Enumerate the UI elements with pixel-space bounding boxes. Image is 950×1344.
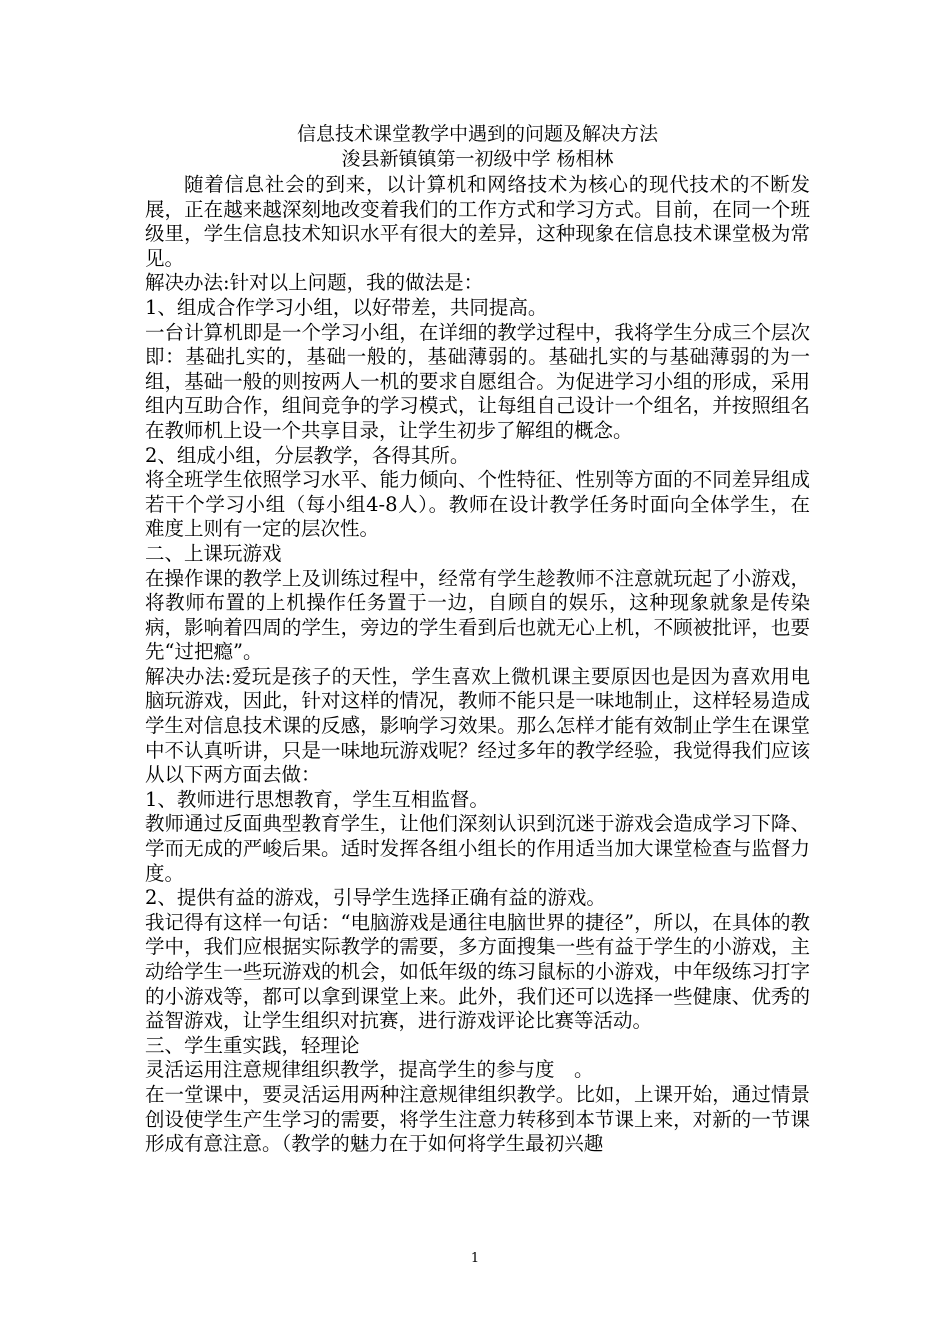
heading-item-1-groups: 1、组成合作学习小组，以好带差，共同提高。	[145, 295, 548, 319]
heading-attention: 灵活运用注意规律组织教学，提高学生的参与度 。	[145, 1058, 594, 1082]
heading-item-2-layered: 2、组成小组，分层教学，各得其所。	[145, 443, 470, 467]
page-number: 1	[470, 1251, 480, 1266]
paragraph-groups: 一台计算机即是一个学习小组，在详细的教学过程中，我将学生分成三个层次即：基础扎实的，基础一般的，基础薄弱的。基础扎实的与基础薄弱的为一组，基础一般的则按两人一机的要求自愿组合。为促进学习小组的形成，采用组内互助合作，组间竞争的学习模式，让每组自己设计一个组名，并按照组名在教师机上设一个共享目录，让学生初步了解组的概念。	[145, 320, 810, 442]
heading-item-2-useful-games: 2、提供有益的游戏，引导学生选择正确有益的游戏。	[145, 886, 606, 910]
paragraph-games-solution: 解决办法:爱玩是孩子的天性，学生喜欢上微机课主要原因也是因为喜欢用电脑玩游戏，因此，针对这样的情况，教师不能只是一味地制止，这样轻易造成学生对信息技术课的反感，影响学习效果。那么怎样才能有效制止学生在课堂中不认真听讲，只是一味地玩游戏呢？经过多年的教学经验，我觉得我们应该从以下两方面去做：	[145, 664, 810, 787]
paragraph-intro: 随着信息社会的到来，以计算机和网络技术为核心的现代技术的不断发展，正在越来越深刻地改变着我们的工作方式和学习方式。目前，在同一个班级里，学生信息技术知识水平有很大的差异，这种现象在信息技术课堂极为常见。	[145, 173, 810, 270]
heading-section-3-practice: 三、学生重实践，轻理论	[145, 1033, 360, 1057]
heading-section-2-games: 二、上课玩游戏	[145, 541, 282, 565]
paragraph-layered: 将全班学生依照学习水平、能力倾向、个性特征、性别等方面的不同差异组成若干个学习小组（每小组4-8人）。教师在设计教学任务时面向全体学生，在难度上则有一定的层次性。	[145, 468, 810, 541]
paragraph-useful-games: 我记得有这样一句话：“电脑游戏是通往电脑世界的捷径”，所以，在具体的教学中，我们应根据实际教学的需要，多方面搜集一些有益于学生的小游戏，主动给学生一些玩游戏的机会，如低年级的练习鼠标的小游戏，中年级练习打字的小游戏等，都可以拿到课堂上来。此外，我们还可以选择一些健康、优秀的益智游戏，让学生组织对抗赛，进行游戏评论比赛等活动。	[145, 910, 810, 1033]
document-body	[145, 122, 810, 1157]
heading-item-1-education: 1、教师进行思想教育，学生互相监督。	[145, 787, 489, 811]
paragraph-education: 教师通过反面典型教育学生，让他们深刻认识到沉迷于游戏会造成学习下降、学而无成的严峻后果。适时发挥各组小组长的作用适当加大课堂检查与监督力度。	[145, 812, 810, 885]
document-title: 信息技术课堂教学中遇到的问题及解决方法	[296, 123, 658, 145]
heading-solution-1: 解决办法:针对以上问题，我的做法是：	[145, 271, 484, 295]
paragraph-attention: 在一堂课中，要灵活运用两种注意规律组织教学。比如，上课开始，通过情景创设使学生产生学习的需要，将学生注意力转移到本节课上来，对新的一节课形成有意注意。（教学的魅力在于如何将学生最初兴趣	[145, 1082, 810, 1156]
document-author: 浚县新镇镇第一初级中学 杨相林	[341, 148, 614, 170]
paragraph-games-problem: 在操作课的教学上及训练过程中，经常有学生趁教师不注意就玩起了小游戏，将教师布置的上机操作任务置于一边，自顾自的娱乐，这种现象就象是传染病，影响着四周的学生，旁边的学生看到后也就无心上机，不顾被批评，也要先“过把瘾”。	[145, 566, 810, 664]
